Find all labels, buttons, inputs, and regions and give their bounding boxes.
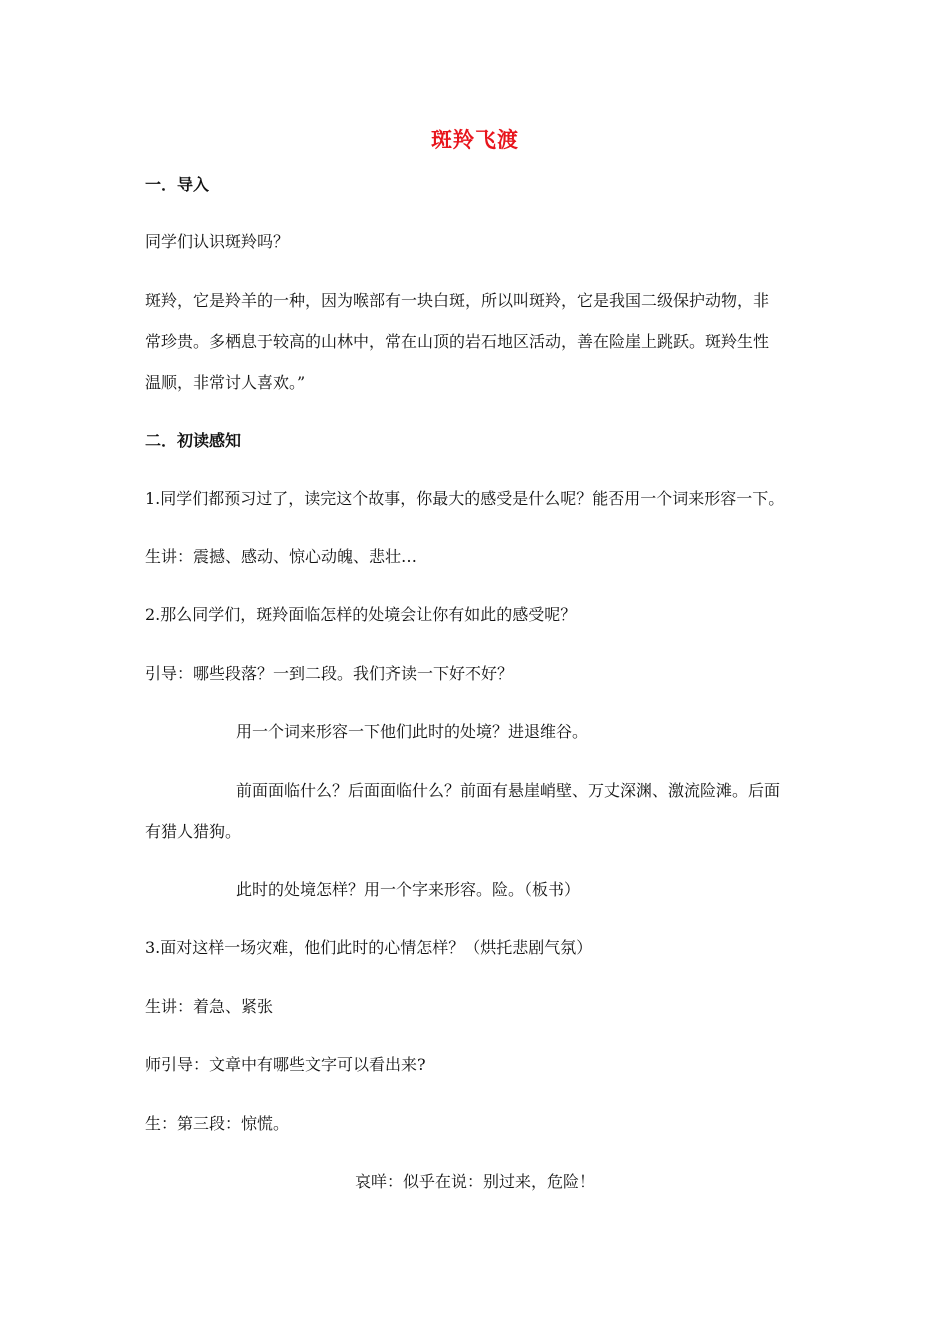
question-1: 1.同学们都预习过了，读完这个故事，你最大的感受是什么呢？能否用一个词来形容一下。	[145, 489, 785, 508]
indented-line-1: 用一个词来形容一下他们此时的处境？进退维谷。	[236, 722, 589, 741]
question-2: 2.那么同学们，斑羚面临怎样的处境会让你有如此的感受呢？	[145, 605, 577, 624]
student-answer-3: 生：第三段：惊慌。	[145, 1114, 290, 1133]
question-3: 3.面对这样一场灾难，他们此时的心情怎样？（烘托悲剧气氛）	[145, 938, 593, 957]
document-title: 斑羚飞渡	[431, 127, 519, 152]
centered-quote: 哀咩：似乎在说：别过来，危险！	[354, 1172, 595, 1191]
section-heading-intro: 一．导入	[145, 175, 210, 194]
intro-question: 同学们认识斑羚吗？	[145, 232, 290, 251]
intro-paragraph-line-3: 温顺，非常讨人喜欢。”	[145, 373, 306, 392]
teacher-guide: 师引导：文章中有哪些文字可以看出来?	[145, 1055, 426, 1074]
indented-line-2: 前面面临什么？后面面临什么？前面有悬崖峭壁、万丈深渊、激流险滩。后面	[236, 781, 781, 800]
section-heading-first-reading: 二．初读感知	[145, 431, 242, 450]
student-answer-1: 生讲：震撼、感动、惊心动魄、悲壮…	[145, 547, 418, 566]
indented-line-2-continued: 有猎人猎狗。	[145, 822, 242, 841]
student-answer-2: 生讲：着急、紧张	[145, 997, 274, 1016]
guide-1: 引导：哪些段落？一到二段。我们齐读一下好不好？	[145, 664, 514, 683]
intro-paragraph-line-1: 斑羚，它是羚羊的一种，因为喉部有一块白斑，所以叫斑羚，它是我国二级保护动物，非	[145, 291, 770, 310]
intro-paragraph-line-2: 常珍贵。多栖息于较高的山林中，常在山顶的岩石地区活动，善在险崖上跳跃。斑羚生性	[145, 332, 770, 351]
indented-line-3: 此时的处境怎样？用一个字来形容。险。（板书）	[236, 880, 581, 899]
